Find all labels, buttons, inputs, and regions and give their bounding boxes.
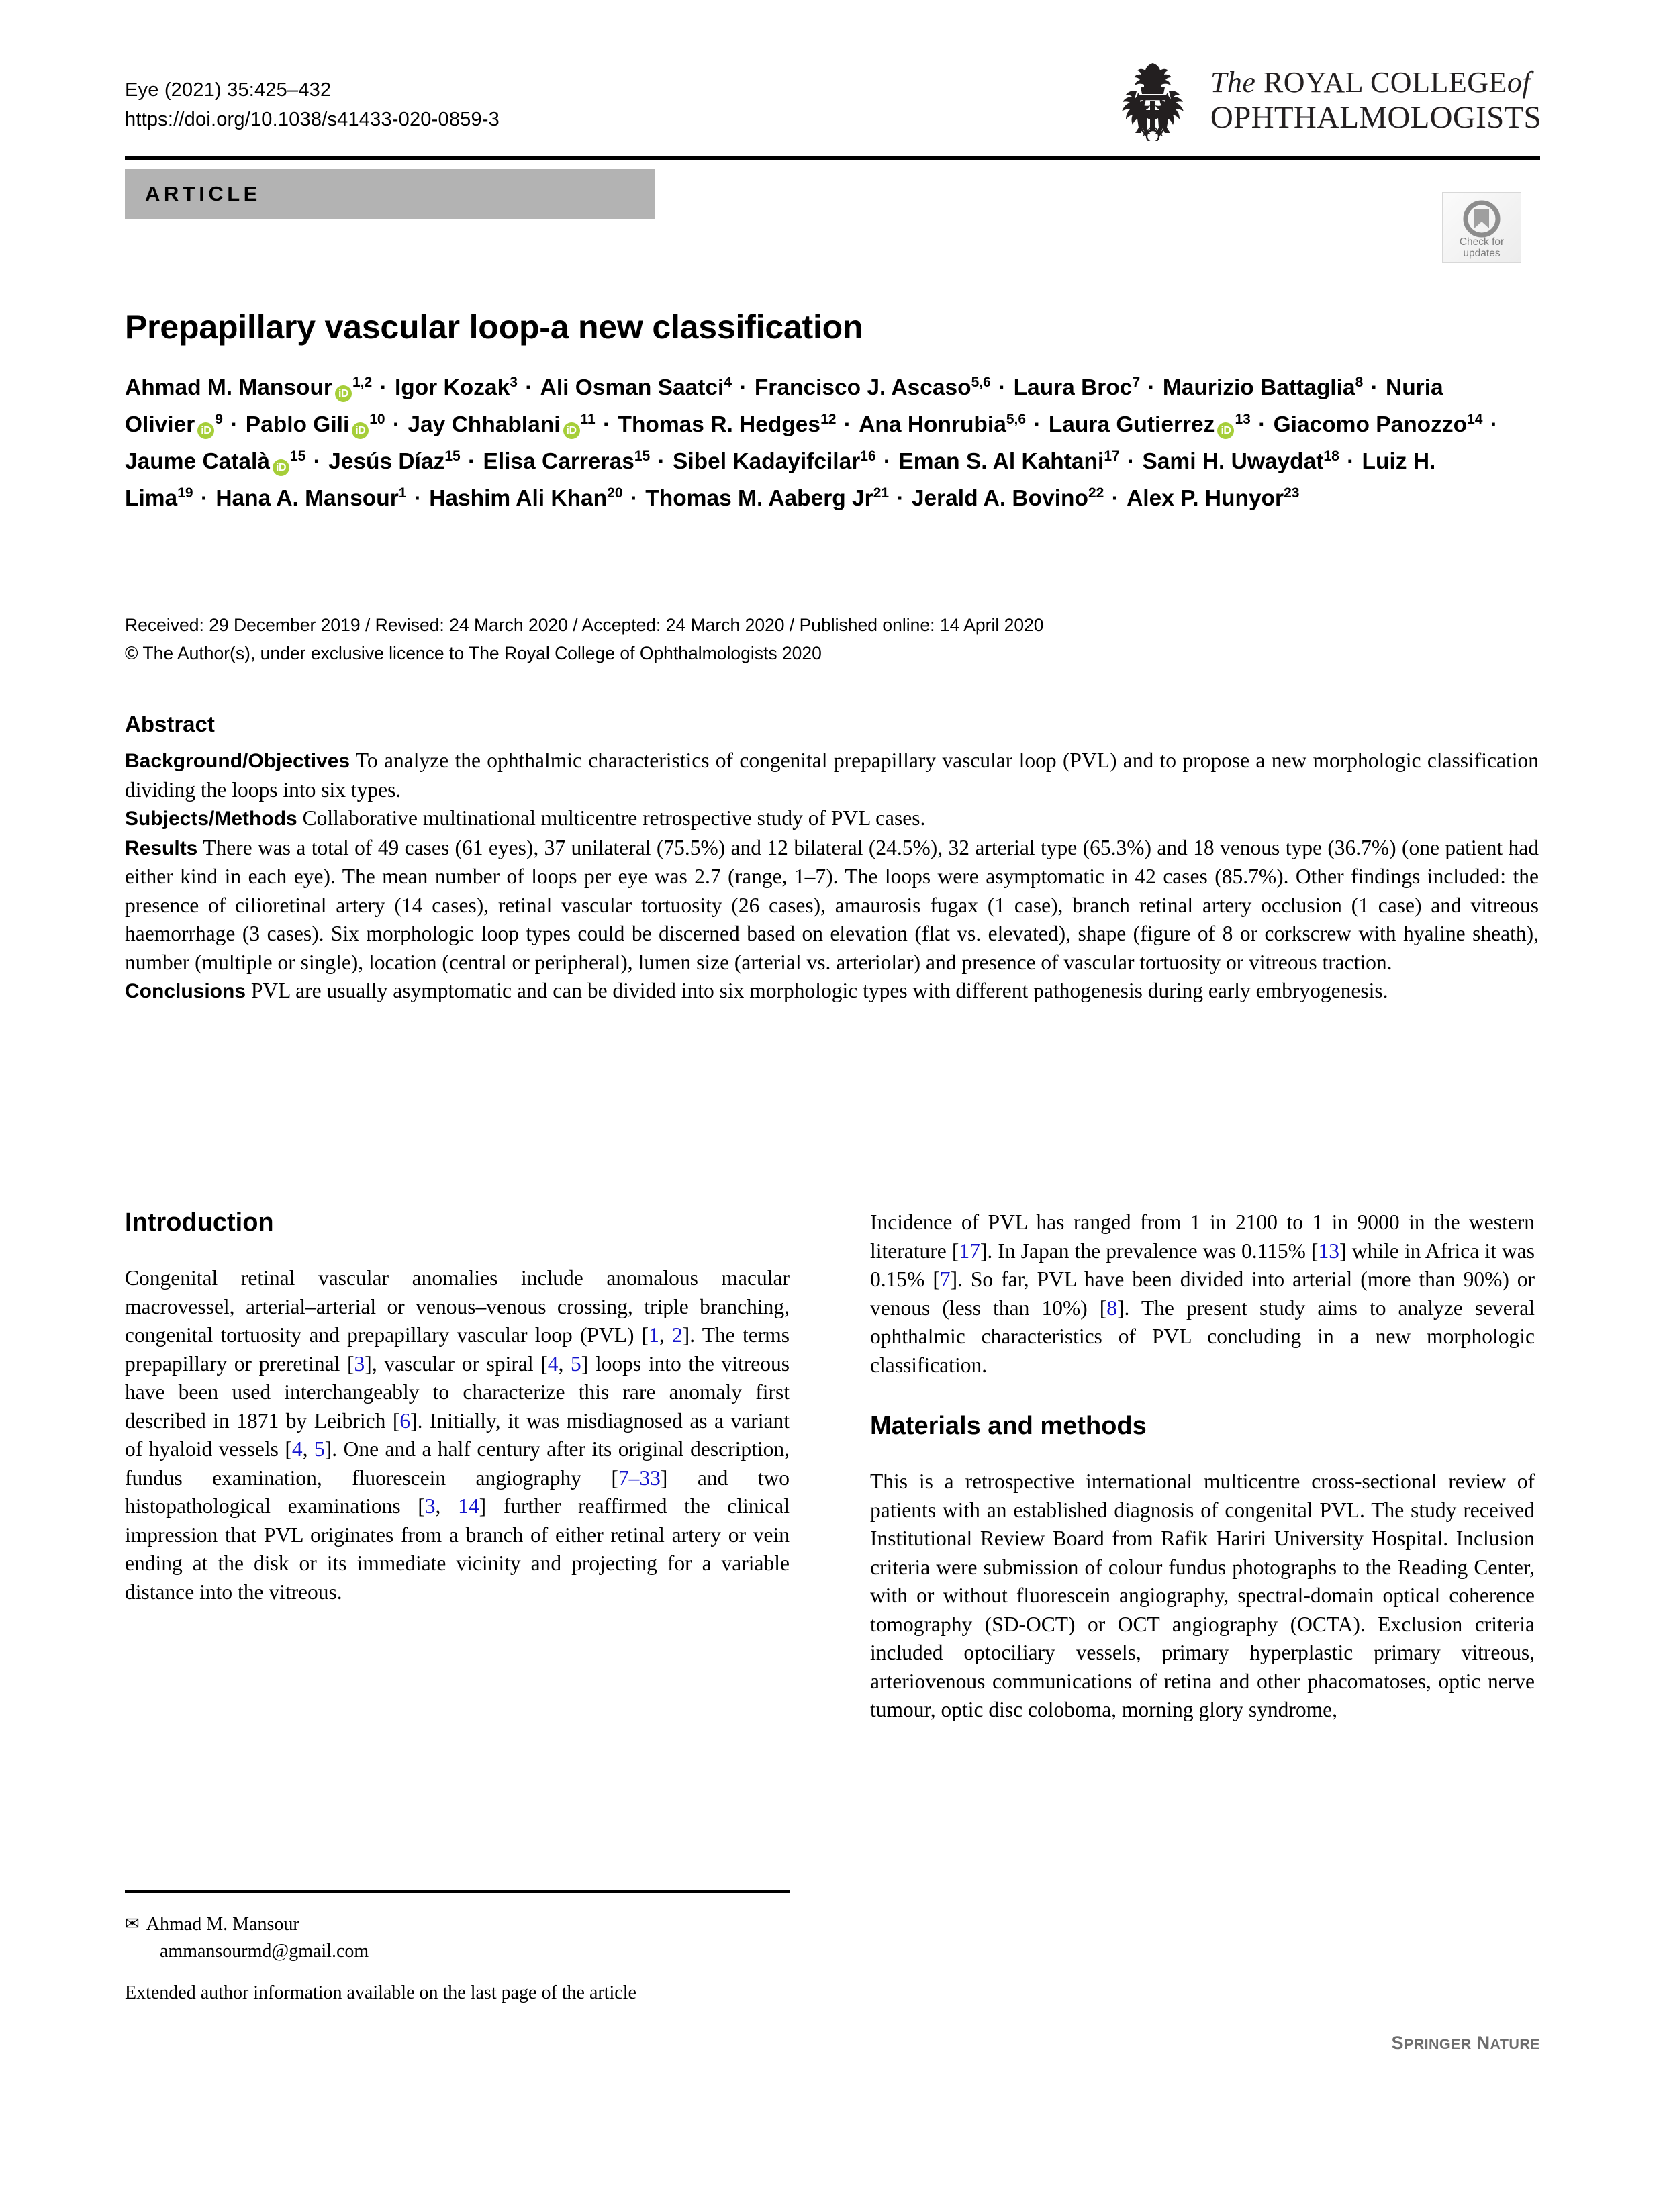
introduction-paragraph: Congenital retinal vascular anomalies include anomalous macular macrovessel, arterial–arterial or venous–venous crossing, triple branching, congenital tortuosity and prepapillary vascular loop (PVL) [1, 2]. The terms prepapillary or preretinal [3], vascular or spiral [4, 5] loops into the vitreous have been used interchangeably to characterize this rare anomaly first described in 1871 by Leibrich [6]. Initially, it was misdiagnosed as a variant of hyaloid vessels [4, 5]. One and a half century after its original description, fundus examination, fluorescein angiography [7–33] and two histopathological examinations [3, 14] further reaffirmed the clinical impression that PVL originates from a branch of either retinal artery or vein ending at the disk or its immediate vicinity and projecting for a variable distance into the vitreous. — [125, 1266, 790, 1604]
author-name: Jay Chhablani — [408, 412, 561, 437]
author-list — [125, 369, 1500, 517]
logo-the: The — [1210, 66, 1256, 99]
citation-5b[interactable]: 5 — [314, 1437, 325, 1461]
author-name: Jerald A. Bovino — [911, 486, 1088, 511]
author-name: Laura Gutierrez — [1048, 412, 1215, 437]
author-separator: · — [733, 375, 753, 400]
author-name: Alex P. Hunyor — [1127, 486, 1284, 511]
author-affiliation-marker: 13 — [1235, 411, 1251, 427]
author-entry — [125, 375, 372, 400]
crossmark-badge[interactable] — [1442, 192, 1521, 263]
author-entry — [1142, 449, 1339, 474]
author-separator: · — [1340, 449, 1361, 474]
author-entry — [898, 449, 1119, 474]
springer-nature-logo — [1392, 2033, 1540, 2054]
author-affiliation-marker: 15 — [634, 448, 651, 464]
correspondence-name-row — [125, 1911, 796, 1938]
author-name: Giacomo Panozzo — [1273, 412, 1468, 437]
author-affiliation-marker: 18 — [1323, 448, 1339, 464]
author-separator: · — [1121, 449, 1141, 474]
author-entry — [1014, 375, 1141, 400]
abstract-section — [125, 712, 1539, 1006]
author-separator: · — [1141, 375, 1161, 400]
article-type-banner — [125, 169, 655, 219]
orcid-icon[interactable]: iD — [1217, 422, 1234, 439]
logo-of: of — [1507, 66, 1531, 99]
author-separator: · — [992, 375, 1012, 400]
author-affiliation-marker: 17 — [1104, 448, 1120, 464]
author-name: Ali Osman Saatci — [540, 375, 724, 400]
author-name: Laura Broc — [1013, 375, 1133, 400]
citation-2[interactable]: 2 — [672, 1323, 683, 1347]
author-affiliation-marker: 1 — [398, 485, 407, 501]
author-separator: · — [408, 486, 428, 511]
author-affiliation-marker: 14 — [1467, 411, 1483, 427]
orcid-icon[interactable]: iD — [352, 422, 369, 439]
orcid-icon[interactable]: iD — [273, 459, 289, 476]
citation-14[interactable]: 14 — [458, 1494, 479, 1518]
citation-8[interactable]: 8 — [1106, 1296, 1118, 1320]
author-affiliation-marker: 1,2 — [352, 374, 373, 390]
author-affiliation-marker: 5,6 — [1006, 411, 1027, 427]
abstract-methods-text: Collaborative multinational multicentre retrospective study of PVL cases. — [302, 806, 926, 830]
crossmark-label — [1443, 236, 1521, 259]
footnote-divider — [125, 1890, 790, 1893]
abstract-background-text: To analyze the ophthalmic characteristics of congenital prepapillary vascular loop (PVL) and to propose a new morphologic classification dividing the loops into six types. — [125, 749, 1539, 802]
nature-word: NATURE — [1476, 2033, 1540, 2053]
author-name: Ana Honrubia — [859, 412, 1006, 437]
correspondence-block — [125, 1911, 796, 2007]
body-column-right — [870, 1208, 1535, 1725]
page-title: Prepapillary vascular loop-a new classification — [125, 307, 863, 346]
author-entry — [483, 449, 650, 474]
extended-author-info: Extended author information available on the last page of the article — [125, 1982, 636, 2003]
abstract-heading: Abstract — [125, 712, 215, 736]
author-entry — [429, 486, 622, 511]
crossmark-icon — [1460, 199, 1504, 239]
publication-dates-block — [125, 611, 1494, 667]
author-affiliation-marker: 4 — [724, 374, 732, 390]
citation-4b[interactable]: 4 — [291, 1437, 303, 1461]
materials-and-methods-heading: Materials and methods — [870, 1412, 1147, 1440]
doi-link[interactable]: https://doi.org/10.1038/s41433-020-0859-3 — [125, 109, 500, 130]
author-name: Hana A. Mansour — [216, 486, 399, 511]
citation-7[interactable]: 7 — [939, 1267, 951, 1291]
author-separator: · — [890, 486, 910, 511]
author-affiliation-marker: 23 — [1284, 485, 1300, 501]
abstract-results-label: Results — [125, 836, 198, 859]
publisher-logo-text — [1210, 68, 1541, 134]
author-affiliation-marker: 9 — [215, 411, 223, 427]
citation-7-33[interactable]: 7–33 — [618, 1465, 661, 1490]
citation-3[interactable]: 3 — [354, 1351, 365, 1376]
author-affiliation-marker: 7 — [1132, 374, 1141, 390]
author-entry — [540, 375, 732, 400]
author-entry — [859, 412, 1026, 437]
author-separator: · — [1251, 412, 1272, 437]
abstract-methods-label: Subjects/Methods — [125, 808, 297, 830]
author-name: Nuria Olivier — [125, 375, 1443, 437]
abstract-results — [125, 834, 1539, 977]
abstract-results-text: There was a total of 49 cases (61 eyes), 37 unilateral (75.5%) and 12 bilateral (24.5%), 32 arterial type (65.3%) and 18 venous type (36.7%) (one patient had either kind in each eye). The mean number of loops per eye was 2.7 (range, 1–7). The loops were asymptomatic in 42 cases (85.7%). Other findings included: the presence of cilioretinal artery (14 cases), retinal vascular tortuosity (26 cases), amaurosis fugax (1 case), branch retinal artery occlusion (1 case) and vitreous haemorrhage (3 cases). Six morphologic loop types could be discerned based on elevation (flat vs. elevated), shape (figure of 8 or corkscrew with hyaline sheath), number (multiple or single), location (central or peripheral), lumen size (arterial vs. arteriolar) and presence of vascular tortuosity or vitreous traction. — [125, 835, 1539, 974]
author-name: Thomas R. Hedges — [618, 412, 821, 437]
orcid-icon[interactable]: iD — [335, 385, 352, 402]
correspondence-email[interactable]: ammansourmd@gmail.com — [160, 1941, 369, 1962]
crossmark-line1: Check for — [1459, 236, 1505, 248]
author-separator: · — [307, 449, 328, 474]
author-entry — [125, 449, 305, 474]
abstract-conclusions — [125, 977, 1539, 1006]
author-separator: · — [518, 375, 539, 400]
author-name: Sami H. Uwaydat — [1142, 449, 1324, 474]
logo-royal-college: ROYAL COLLEGE — [1263, 66, 1507, 99]
author-affiliation-marker: 12 — [820, 411, 837, 427]
author-separator: · — [1027, 412, 1047, 437]
author-affiliation-marker: 21 — [873, 485, 890, 501]
author-affiliation-marker: 15 — [290, 448, 306, 464]
masthead — [125, 66, 1541, 135]
introduction-paragraph-continued: Incidence of PVL has ranged from 1 in 2100 to 1 in 9000 in the western literature [17]. In Japan the prevalence was 0.115% [13] while in Africa it was 0.15% [7]. So far, PVL have been divided into arterial (more than 90%) or venous (less than 10%) [8]. The present study aims to analyze several ophthalmic characteristics of PVL concluding in a new morphologic classification. — [870, 1210, 1535, 1377]
logo-ophthalmologists: OPHTHALMOLOGISTS — [1210, 100, 1541, 135]
springer-word: SPRINGER — [1391, 2033, 1472, 2053]
introduction-heading: Introduction — [125, 1208, 274, 1237]
author-affiliation-marker: 10 — [369, 411, 385, 427]
author-name: Jesús Díaz — [328, 449, 445, 474]
abstract-conclusions-text: PVL are usually asymptomatic and can be divided into six morphologic types with different pathogenesis during early embryogenesis. — [250, 979, 1388, 1002]
journal-citation: Eye (2021) 35:425–432 — [125, 79, 332, 101]
author-entry — [1049, 412, 1251, 437]
citation-3b[interactable]: 3 — [424, 1494, 436, 1518]
author-name: Luiz H. Lima — [125, 449, 1436, 511]
citation-5[interactable]: 5 — [571, 1351, 581, 1376]
abstract-background — [125, 747, 1539, 804]
author-name: Elisa Carreras — [483, 449, 634, 474]
author-entry — [246, 412, 385, 437]
article-type-label: ARTICLE — [145, 182, 261, 205]
author-name: Eman S. Al Kahtani — [898, 449, 1104, 474]
author-separator: · — [651, 449, 671, 474]
copyright-line: © The Author(s), under exclusive licence to The Royal College of Ophthalmologists 2020 — [125, 643, 822, 663]
author-separator: · — [837, 412, 858, 437]
author-name: Igor Kozak — [394, 375, 510, 400]
author-entry — [1163, 375, 1363, 400]
abstract-conclusions-label: Conclusions — [125, 980, 246, 1002]
envelope-icon: ✉ — [125, 1914, 140, 1933]
author-entry — [645, 486, 889, 511]
author-entry — [395, 375, 518, 400]
body-column-left — [125, 1208, 790, 1606]
author-name: Hashim Ali Khan — [429, 486, 608, 511]
author-separator: · — [386, 412, 407, 437]
citation-17[interactable]: 17 — [959, 1239, 980, 1263]
author-name: Sibel Kadayifcilar — [672, 449, 861, 474]
author-separator: · — [1364, 375, 1385, 400]
correspondence-name: Ahmad M. Mansour — [146, 1914, 299, 1935]
author-entry — [216, 486, 406, 511]
citation-13[interactable]: 13 — [1318, 1239, 1340, 1263]
author-affiliation-marker: 3 — [510, 374, 518, 390]
crossmark-line2: updates — [1463, 248, 1501, 259]
author-entry — [912, 486, 1104, 511]
materials-and-methods-paragraph: This is a retrospective international multicentre cross-sectional review of patients with an established diagnosis of congenital PVL. The study received Institutional Review Board from Rafik Hariri University Hospital. Inclusion criteria were submission of colour fundus photographs to the Reading Center, with or without fluorescein angiography, spectral-domain optical coherence tomography (SD-OCT) or OCT angiography (OCTA). Exclusion criteria included optociliary vessels, primary hyperplastic primary vitreous, arteriovenous communications of retina and other phacomatoses, optic nerve tumour, optic disc coloboma, morning glory syndrome, — [870, 1470, 1535, 1721]
author-name: Thomas M. Aaberg Jr — [645, 486, 873, 511]
author-entry — [673, 449, 876, 474]
author-separator: · — [596, 412, 617, 437]
author-affiliation-marker: 19 — [177, 485, 193, 501]
orcid-icon[interactable]: iD — [563, 422, 580, 439]
header-divider — [125, 156, 1540, 160]
author-affiliation-marker: 20 — [607, 485, 623, 501]
author-affiliation-marker: 8 — [1355, 374, 1364, 390]
author-affiliation-marker: 15 — [444, 448, 461, 464]
author-separator: · — [1484, 412, 1498, 437]
author-separator: · — [461, 449, 482, 474]
author-entry — [1274, 412, 1483, 437]
citation-6[interactable]: 6 — [399, 1408, 411, 1433]
author-affiliation-marker: 16 — [860, 448, 876, 464]
author-name: Maurizio Battaglia — [1162, 375, 1355, 400]
author-name: Jaume Català — [125, 449, 270, 474]
author-entry — [618, 412, 837, 437]
abstract-background-label: Background/Objectives — [125, 750, 350, 772]
author-name: Francisco J. Ascaso — [754, 375, 971, 400]
author-separator: · — [877, 449, 898, 474]
author-separator: · — [224, 412, 244, 437]
author-separator: · — [624, 486, 645, 511]
author-affiliation-marker: 11 — [580, 411, 596, 427]
author-affiliation-marker: 5,6 — [971, 374, 991, 390]
author-entry — [1127, 486, 1299, 511]
orcid-icon[interactable]: iD — [197, 422, 214, 439]
author-separator: · — [194, 486, 215, 511]
author-affiliation-marker: 22 — [1088, 485, 1104, 501]
author-separator: · — [373, 375, 393, 400]
author-entry — [328, 449, 461, 474]
publication-dates: Received: 29 December 2019 / Revised: 24 March 2020 / Accepted: 24 March 2020 / Published online: 14 April 2020 — [125, 615, 1044, 635]
abstract-methods — [125, 804, 1539, 834]
citation-1[interactable]: 1 — [649, 1323, 659, 1347]
author-entry — [755, 375, 991, 400]
author-entry — [408, 412, 595, 437]
royal-college-crest-icon — [1110, 60, 1196, 141]
author-name: Pablo Gili — [245, 412, 350, 437]
author-name: Ahmad M. Mansour — [125, 375, 332, 400]
author-separator: · — [1105, 486, 1126, 511]
publisher-logo — [1110, 60, 1541, 141]
citation-4[interactable]: 4 — [547, 1351, 559, 1376]
